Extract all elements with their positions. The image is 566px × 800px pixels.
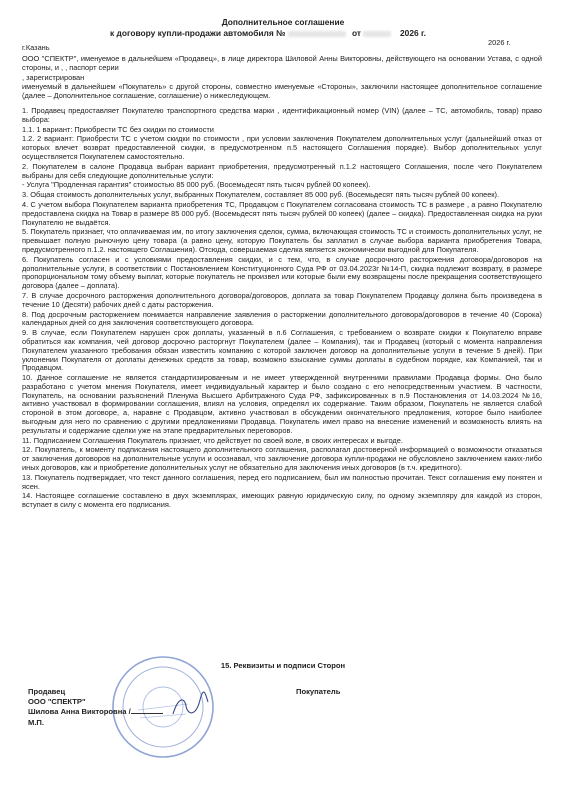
date-from: [352, 28, 391, 38]
city: г.Казань: [22, 43, 50, 52]
clause-9: 9. В случае, если Покупателем нарушен срок доплаты, указанный в п.6 Соглашения, с требованием о возврате скидки к Покупателю вправе обратиться как компания, чей договор досрочно расторгнут Покупателем (далее – Компания), так и Продавец (который с момента направления Покупателем указанного требования обязан известить компанию с которой заключен договор на дополнительные услуги в течение 5 дней). При уклонении Покупателя от доплаты денежных средств за товар, возможно взыскание суммы доплаты в судебном порядке, как Компанией, так и Продавцом.: [22, 328, 542, 373]
from-label: от: [352, 28, 362, 38]
seller-label: Продавец: [28, 687, 66, 696]
seal-place: М.П.: [28, 717, 45, 727]
seller-signer: [28, 707, 163, 717]
paragraph-parties: ООО "СПЕКТР", именуемое в дальнейшем «Продавец», в лице директора Шиловой Анны Викторовны, действующего на основании Устава, с одной стороны, и , , паспорт серии: [22, 54, 542, 72]
clause-3: 3. Общая стоимость дополнительных услуг, выбранных Покупателем, составляет 85 000 руб. (Восемьдесят пять тысяч рублей 00 копеек).: [22, 190, 500, 200]
redacted-date: [363, 31, 391, 37]
buyer-label: Покупатель: [296, 687, 341, 696]
clause-4: 4. С учетом выбора Покупателем варианта приобретения ТС, Продавцом с Покупателем согласована стоимость ТС в размере , а равно Покупателю предоставлена скидка на Товар в размере 85 000 руб. (Восемьдесят пять тысяч рублей 00 копеек) (далее – скидка). Предоставленная скидка на руки Покупателю не выдаётся.: [22, 199, 542, 227]
clause-5: 5. Покупатель признает, что оплачиваемая им, по итогу заключения сделок, сумма, включающая стоимость ТС и стоимость дополнительных услуг, не превышает полную рыночную цену товара (а равно цену, которую Покупатель бы заплатил в случае выбора варианта приобретения Товара, предусмотренного п.1.2. настоящего Соглашения). Отсюда, совершаемая сделка является экономически выгодной для Покупателя.: [22, 227, 542, 254]
seller-signature-block: [28, 687, 163, 728]
document-body: [22, 55, 542, 511]
signatures-title: 15. Реквизиты и подписи Сторон: [220, 661, 346, 670]
clause-7: 7. В случае досрочного расторжения дополнительного договора/договоров, доплата за товар Покупателем Продавцу должна быть произведена в течение 10 (Десяти) рабочих дней с даты расторжения.: [22, 290, 542, 309]
signature-line: [131, 713, 163, 714]
clause-13: 13. Покупатель подтверждает, что текст данного соглашения, перед его подписанием, был им полностью прочитан. Текст соглашения ему понятен и ясен.: [22, 472, 542, 491]
redacted-contract-number: [288, 31, 346, 37]
clause-1-1: 1.1. 1 вариант: Приобрести ТС без скидки по стоимости: [22, 124, 214, 134]
document-year: 2026 г.: [488, 38, 511, 47]
document-subtitle: [110, 28, 346, 38]
signature-mark: [170, 690, 210, 720]
clause-6: 6. Покупатель согласен и с условиями предоставления скидки, и с тем, что, в случае досрочного расторжения договора/договоров на дополнительные услуги, в соответствии с Постановлением Конституционного Суда РФ от 03.04.2023г №14-П, скидка подлежит возврату, в размере пропорциональном тому объему выплат, которые покупатель не произвел или которые были ему возвращены после прекращения соответствующего договора (далее – доплата).: [22, 254, 542, 291]
paragraph-registered: , зарегистрирован: [22, 72, 85, 82]
clause-10: 10. Данное соглашение не является стандартизированным и не имеет утвержденной внутренними правилами Продавца формы. Оно было разработано с учетом мнения Покупателя, имеет индивидуальный характер и было создано с его непосредственным участием. В частности, Покупатель, на основании разъяснений Пленума Высшего Арбитражного Суда РФ, зафиксированных в п.9 Постановления от 14.03.2024 №16, активно участвовал в формировании соглашения, влиял на условия, определял их содержание. Таким образом, Покупатель не является слабой стороной в этом договоре, а, наравне с Продавцом, активно участвовал в обсуждении окончательного предложения, которое было наиболее выгодным для него по сравнению с другими предложениями Продавца. Покупатель имел право на внесение изменений и возможность влиять на результаты и содержание сделки уже на этапе предварительных переговоров.: [22, 373, 542, 435]
clause-1-2: 1.2. 2 вариант: Приобрести ТС с учетом скидки по стоимости , при условии заключения Покупателем дополнительных услуг (дальнейший отказ от которых влечет возврат предоставленной скидки, в предусмотренном п.5 настоящего Соглашения порядке). Выбор дополнительных услуг осуществляется Покупателем самостоятельно.: [22, 134, 542, 161]
clause-14: 14. Настоящее соглашение составлено в двух экземплярах, имеющих равную юридическую силу, по одному экземпляру для каждой из сторон, вступает в силу с момента его подписания.: [22, 491, 542, 510]
seller-person: Шилова Анна Викторовна /: [28, 707, 131, 717]
header-year: 2026 г.: [400, 28, 426, 38]
clause-12: 12. Покупатель, к моменту подписания настоящего дополнительного соглашения, располагал достоверной информацией о возможности отказаться от заключения договоров на дополнительные услуги и осознавал, что заключение договора купли-продажи не обусловлено заключением каких-либо иных договоров, как и приобретение дополнительных услуг не обязательно для заключения иных договоров (в т.ч. кредитного).: [22, 445, 542, 473]
clause-1: 1. Продавец предоставляет Покупателю транспортного средства марки , идентификационный номер (VIN) (далее – ТС, автомобиль, товар) право выбора:: [22, 105, 542, 124]
clause-2: 2. Покупателем в салоне Продавца выбран вариант приобретения, предусмотренный п.1.2 настоящего Соглашения, после чего Покупателем выбраны для себя следующие дополнительные услуги:: [22, 161, 542, 180]
clause-11: 11. Подписанием Соглашения Покупатель признает, что действует по своей воле, в своих интересах и выгоде.: [22, 435, 403, 445]
document-title: Дополнительное соглашение: [221, 17, 345, 27]
clause-8: 8. Под досрочным расторжением понимается направление заявления о расторжении дополнительного договора/договоров в течение 40 (Сорока) календарных дней со дня заключения соответствующего договора.: [22, 309, 542, 328]
paragraph-intro: именуемый в дальнейшем «Покупатель» с другой стороны, совместно именуемые «Стороны», заключили настоящее дополнительное соглашение (далее – Дополнительное соглашение, соглашение) о нижеследующем.: [22, 82, 542, 101]
clause-2-service: - Услуга "Продленная гарантия" стоимостью 85 000 руб. (Восемьдесят пять тысяч рублей 00 копеек).: [22, 180, 371, 190]
seller-company: ООО "СПЕКТР": [28, 697, 86, 707]
subtitle-prefix: к договору купли-продажи автомобиля №: [110, 28, 286, 38]
